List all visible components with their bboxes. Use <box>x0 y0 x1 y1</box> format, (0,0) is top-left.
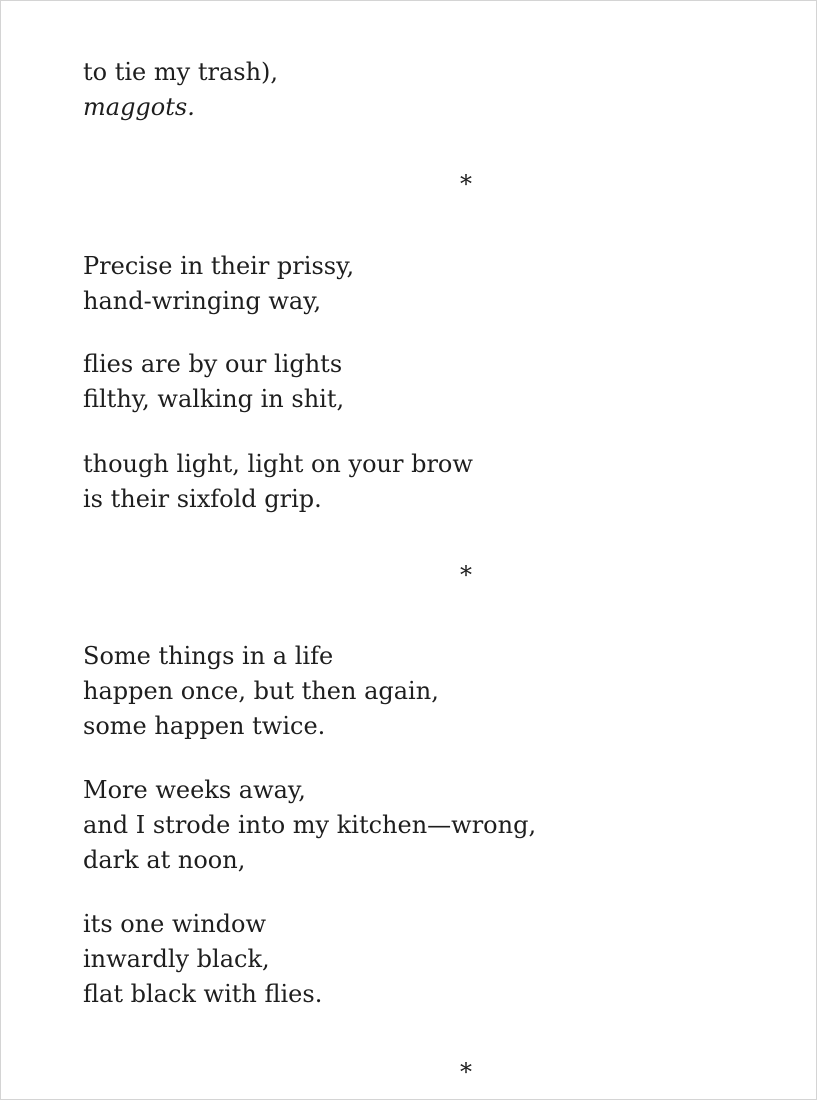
stanza-1 <box>83 55 278 125</box>
stanza-2 <box>83 249 354 319</box>
poem-line: maggots. <box>83 93 195 121</box>
poem-line: dark at noon, <box>83 846 246 874</box>
stanza-6 <box>83 773 536 878</box>
poem-line: is their sixfold grip. <box>83 485 322 513</box>
stanza-4 <box>83 447 473 517</box>
poem-line: though light, light on your brow <box>83 450 473 478</box>
poem-line: Precise in their prissy, <box>83 252 355 280</box>
poem-line: its one window <box>83 910 267 938</box>
poem-line: flat black with flies. <box>83 980 323 1008</box>
stanza-3 <box>83 347 344 417</box>
poem-line: happen once, but then again, <box>83 677 439 705</box>
poem-line: hand-wringing way, <box>83 287 322 315</box>
section-break-asterisk: * <box>460 561 472 589</box>
poem-line: flies are by our lights <box>83 350 343 378</box>
poem-line: some happen twice. <box>83 712 326 740</box>
poem-line: and I strode into my kitchen—wrong, <box>83 811 537 839</box>
poem-line: to tie my trash), <box>83 58 279 86</box>
poem-line: inwardly black, <box>83 945 270 973</box>
poem-line: Some things in a life <box>83 642 334 670</box>
stanza-5 <box>83 639 439 744</box>
section-break-asterisk: * <box>460 170 472 198</box>
stanza-7 <box>83 907 322 1012</box>
section-break-asterisk: * <box>460 1058 472 1086</box>
poem-line: filthy, walking in shit, <box>83 385 345 413</box>
poem-line: More weeks away, <box>83 776 306 804</box>
